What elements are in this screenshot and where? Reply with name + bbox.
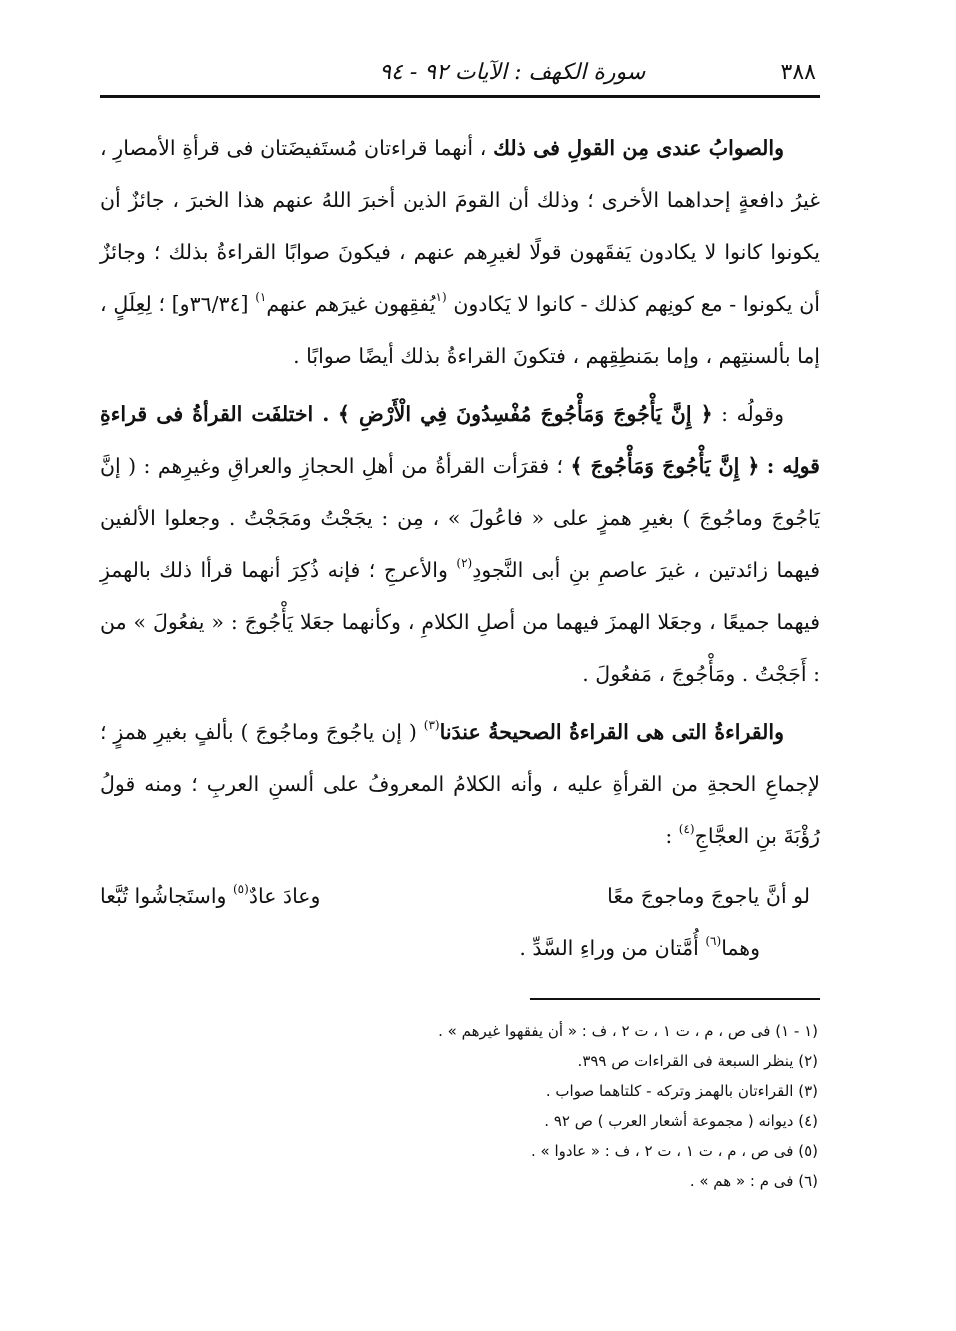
- footnote-ref-1-close: ١): [255, 290, 267, 304]
- footnote-1: (١ - ١) فى ص ، م ، ت ١ ، ت ٢ ، ف : « أن يفقهوا غيرهم » .: [438, 1022, 818, 1040]
- footnote-ref-6: (٦): [705, 934, 722, 948]
- footnote-rule: [530, 998, 820, 1000]
- paragraph-2-bold: . اختلفَت القرأةُ فى قراءةِ قولِه :: [100, 402, 820, 478]
- footnote-4: (٤) ديوانه ( مجموعة أشعار العرب ) ص ٩٢ .: [544, 1112, 818, 1130]
- paragraph-3: [100, 706, 820, 862]
- poem-line-2: [100, 922, 820, 974]
- footnote-2: (٢) ينظر السبعة فى القراءات ص ٣٩٩.: [577, 1052, 818, 1070]
- paragraph-2-lead: وقولُه :: [721, 402, 784, 426]
- paragraph-1-text-3: [٣٦/٣٤و] ؛ لِعِلَلٍ ، إما بألسنتِهم ، وإما بمَنطِقِهم ، فتكونَ القراءةُ بذلك أيضًا صوابًا .: [100, 292, 820, 368]
- page-header: [100, 60, 820, 95]
- quran-verse-2: ﴿ إِنَّ يَأْجُوجَ وَمَأْجُوجَ ﴾: [570, 454, 760, 478]
- paragraph-2-text: ؛ فقرَأت القرأةُ من أهلِ الحجازِ والعراقِ وغيرِهم : ( إنَّ يَاجُوجَ وماجُوجَ ) بغيرِ همزٍ على « فاعُولَ » ، مِن : يجَجْتُ ومَجَجْتُ . وجعلوا الألفين فيهما زائدتين ، غيرَ عاصمِ بنِ أبى النَّجودِ: [100, 454, 820, 582]
- paragraph-1-text: ، أنهما قراءتان مُستَفيضَتان فى قرأةِ الأمصارِ ، غيرُ دافعةٍ إحداهما الأخرى ؛ وذلك أن القومَ الذين أخبرَ اللهُ عنهم هذا الخبرَ ، جائزٌ أن يكونوا كانوا لا يكادون يَفقَهون قولًا لغيرِهم عنهم ، فيكونَ صوابًا القراءةُ بذلك ؛ وجائزٌ أن يكونوا - مع كونِهم كذلك - كانوا لا يَكادون: [100, 136, 820, 316]
- paragraph-2-text-2: والأعرجِ ؛ فإنه ذُكِرَ أنهما قرأا ذلك بالهمزِ فيهما جميعًا ، وجعَلا الهمزَ فيهما من أصلِ الكلامِ ، وكأنهما جعَلا يَأْجُوجَ : « يفعُولَ » من : أَجَجْتُ . ومَأْجُوجَ ، مَفعُولَ .: [100, 558, 820, 686]
- poem-line-1: [100, 870, 820, 922]
- footnote-3: (٣) القراءتان بالهمز وتركه - كلتاهما صواب .: [545, 1082, 818, 1100]
- footnote-ref-4: (٤): [678, 822, 695, 836]
- poem-hemistich-1: لو أنَّ ياجوجَ وماجوجَ معًا: [607, 884, 810, 908]
- poem-hemistich-2: [100, 870, 320, 922]
- footnote-ref-2: (٢): [456, 556, 473, 570]
- paragraph-1-text-2: يُفقِهون غيرَهم عنهم: [266, 292, 436, 316]
- paragraph-3-end: :: [665, 824, 673, 848]
- running-title: سورة الكهف : الآيات ٩٢ - ٩٤: [379, 60, 646, 85]
- paragraph-2: [100, 388, 820, 700]
- quran-verse-1: ﴿ إِنَّ يَأْجُوجَ وَمَأْجُوجَ مُفْسِدُونَ فِي الْأَرْضِ ﴾: [337, 402, 713, 426]
- poem-line-2-a: وهما: [721, 936, 760, 960]
- poem-hemistich-2-a: وعادَ عادٌ: [248, 884, 321, 908]
- paragraph-1-bold: والصوابُ عندى مِن القولِ فى ذلك: [493, 136, 784, 160]
- paragraph-1: [100, 122, 820, 382]
- footnotes: [100, 1016, 820, 1196]
- footnote-ref-3: (٣): [423, 718, 440, 732]
- footnote-ref-5: (٥): [232, 882, 249, 896]
- poem-line-2-b: أُمَّتان من وراءِ السَّدِّ .: [519, 936, 699, 960]
- page-number: ٣٨٨: [780, 60, 816, 85]
- footnote-6: (٦) فى م : « هم » .: [689, 1172, 818, 1190]
- poem-hemistich-2-b: واستَجاشُوا تُبَّعا: [100, 884, 227, 908]
- paragraph-3-text: ( إن ياجُوجَ وماجُوجَ ) بألفٍ بغيرِ همزٍ ؛ لإجماعِ الحجةِ من القرأةِ عليه ، وأنه الكلامُ المعروفُ على ألسنِ العربِ ؛ ومنه قولُ رُؤْبَةَ بنِ العجَّاجِ: [100, 720, 820, 848]
- footnote-ref-1-open: (١: [435, 290, 447, 304]
- footnote-5: (٥) فى ص ، م ، ت ١ ، ت ٢ ، ف : « عادوا » .: [530, 1142, 818, 1160]
- header-rule: [100, 95, 820, 98]
- page: [100, 60, 820, 1196]
- paragraph-3-bold: والقراءةُ التى هى القراءةُ الصحيحةُ عندَنا: [439, 720, 784, 744]
